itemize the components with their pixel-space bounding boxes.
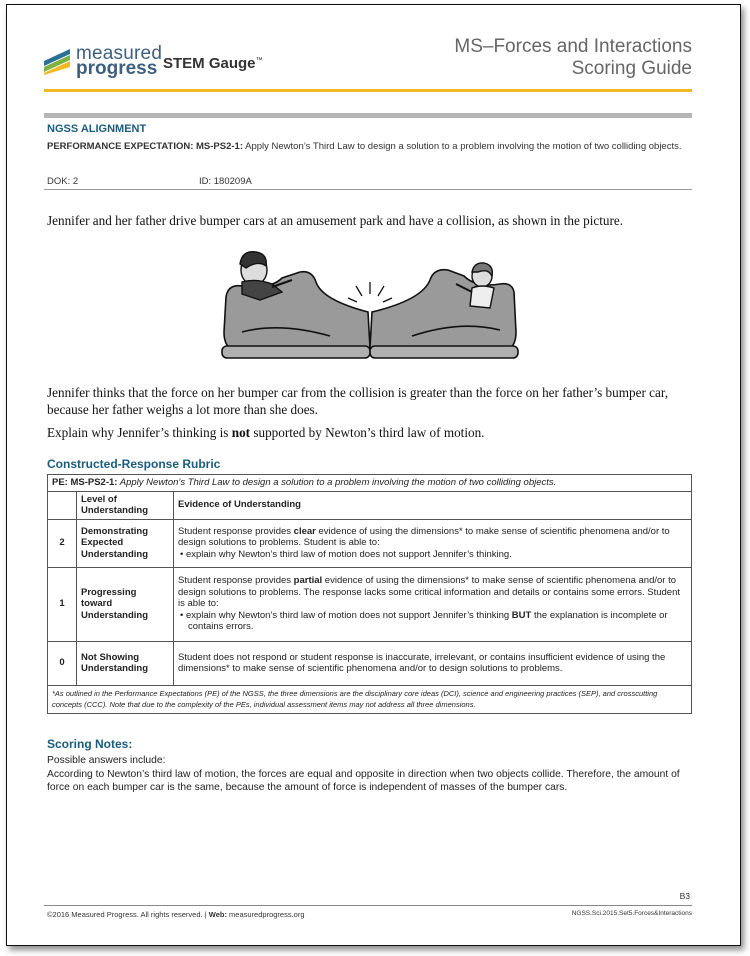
scoring-notes-body [47,754,697,795]
footer-copyright: ©2016 Measured Progress. All rights reserved. | Web: measuredprogress.org [47,910,305,919]
footer-rule [44,905,692,906]
measured-progress-logo-icon [44,47,70,75]
rubric-pe-text: Apply Newton’s Third Law to design a solution to a problem involving the motion of two colliding objects. [119,477,557,488]
evidence: Student response provides partial evidence of using the dimensions* to make sense of scientific phenomena and/or to design solutions to problems. The response lacks some critical information and details or contains some errors. Student is able to: • explain why Newton’s third law of motion does not support Jennifer’s thinking BUT the explanation is incomplete or contains errors. [174,567,692,641]
product-name: STEM Gauge™ [163,55,263,72]
score: 2 [48,519,77,567]
rubric-footnote: *As outlined in the Performance Expectations (PE) of the NGSS, the three dimensions are the disciplinary core ideas (DCI), science and engineering practices (SEP), and crosscutting concepts (CCC). Note that due to the complexity of the PEs, individual assessment items may not address all three dimensions. [48,685,692,713]
page-number: B3 [679,891,690,901]
sample-answer: According to Newton’s third law of motion, the forces are equal and opposite in direction when two objects collide. Therefore, the amount of force on each bumper car is the same, because the amount of force is independent of masses of the bumper cars. [47,768,680,793]
trademark: ™ [255,57,263,64]
dok-label: DOK: 2 [47,176,79,187]
evidence-bullet: • explain why Newton’s third law of motion does not support Jennifer’s thinking BUT the explanation is incomplete or contains errors. [180,609,668,633]
jennifer-bumper-car [370,270,518,358]
bumper-cars-illustration [220,232,520,364]
possible-answers-label: Possible answers include: [47,755,166,766]
rubric-pe-row [48,475,692,492]
col-evidence: Evidence of Understanding [174,491,692,519]
level-name: Progressing toward Understanding [77,567,174,641]
header-rule-gray [44,113,692,118]
evidence: Student response provides clear evidence of using the dimensions* to make sense of scientific phenomena and/or to design solutions to problems. Student is able to: • explain why Newton’s third law of motion does not support Jennifer’s thinking. [174,519,692,567]
evidence: Student does not respond or student response is inaccurate, irrelevant, or contains insufficient evidence of using the dimensions* to make sense of scientific phenomena and/or to design solutions to problems. [174,641,692,685]
rubric-row-2 [48,519,692,567]
logo-progress-text: progress [76,58,158,79]
header-rule-yellow [44,89,692,92]
pe-code: MS-PS2-1: [196,141,243,152]
title-line-2: Scoring Guide [571,58,692,79]
stimulus-thinking: Jennifer thinks that the force on her bumper car from the collision is greater than the force on her father’s bumper car, because her father weighs a lot more than she does. [47,385,668,417]
rubric-row-0 [48,641,692,685]
pe-label: PERFORMANCE EXPECTATION: [47,141,194,152]
section-divider [44,189,692,190]
stimulus-intro: Jennifer and her father drive bumper cars at an amusement park and have a collision, as shown in the picture. [47,213,624,228]
evidence-bullet: • explain why Newton’s third law of motion does not support Jennifer’s thinking. [180,548,512,560]
col-level: Level of Understanding [77,491,174,519]
footer-web-link[interactable]: measuredprogress.org [229,910,305,919]
rubric-pe-code: PE: MS-PS2-1: [52,477,118,488]
score: 1 [48,567,77,641]
rubric-row-1 [48,567,692,641]
rubric-table [47,474,692,714]
footer-file-id: NGSS.Sci.2015.Set5.Forces&Interactions [571,910,692,917]
title-line-1: MS–Forces and Interactions [454,36,692,57]
stimulus-prompt: Explain why Jennifer’s thinking is not supported by Newton’s third law of motion. [47,425,485,440]
score: 0 [48,641,77,685]
performance-expectation [47,140,687,153]
rubric-footnote-row [48,685,692,713]
measured-progress-logo [44,43,163,79]
level-name: Not Showing Understanding [77,641,174,685]
level-name: Demonstrating Expected Understanding [77,519,174,567]
item-id: ID: 180209A [199,176,252,187]
impact-lines [348,282,392,302]
rubric-heading: Constructed-Response Rubric [47,457,221,471]
pe-text: Apply Newton’s Third Law to design a solution to a problem involving the motion of two colliding objects. [245,141,682,152]
logo-measured-text: measured [76,43,163,64]
scoring-notes-heading: Scoring Notes: [47,737,133,751]
rubric-header-row [48,491,692,519]
ngss-alignment-heading: NGSS ALIGNMENT [47,123,147,135]
document-title [454,36,692,80]
